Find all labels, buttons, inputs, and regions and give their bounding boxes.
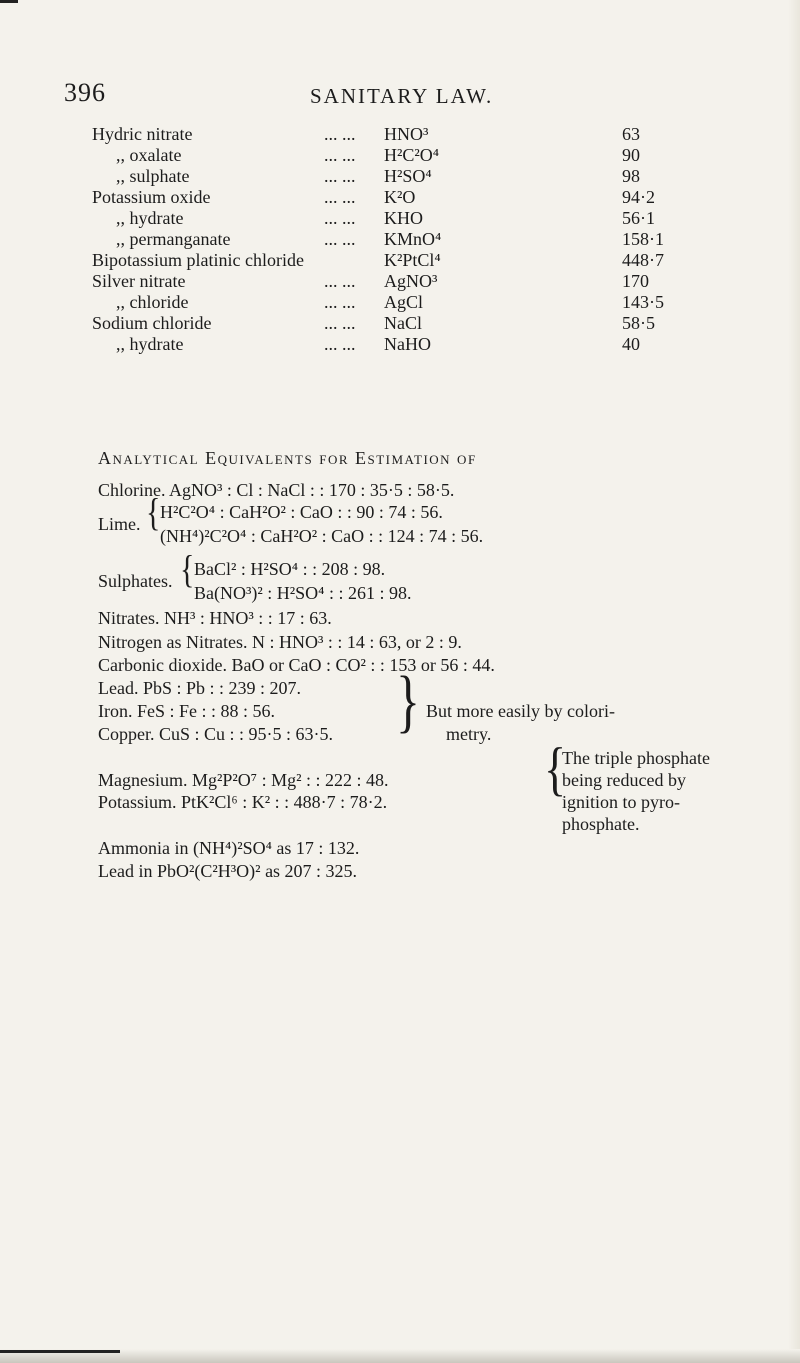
compound-name: Silver nitrate xyxy=(92,271,186,291)
page-header xyxy=(0,78,800,118)
molecular-weight: 56·1 xyxy=(622,208,655,228)
nitrates-line: Nitrates. NH³ : HNO³ : : 17 : 63. xyxy=(98,608,332,628)
leader-dots: ... ... xyxy=(324,271,356,291)
compound-formula: K²O xyxy=(384,187,416,207)
molecular-weight: 40 xyxy=(622,334,640,354)
table-row xyxy=(92,292,692,313)
lime-line-1: H²C²O⁴ : CaH²O² : CaO : : 90 : 74 : 56. xyxy=(160,502,443,522)
phosphate-note-1: The triple phosphate xyxy=(562,748,710,768)
compound-formula: HNO³ xyxy=(384,124,429,144)
table-row xyxy=(92,271,692,292)
table-row xyxy=(92,124,692,145)
compound-formula: H²C²O⁴ xyxy=(384,145,440,165)
carbonic-line: Carbonic dioxide. BaO or CaO : CO² : : 153 or 56 : 44. xyxy=(98,655,495,675)
phosphate-note-2: being reduced by xyxy=(562,770,686,790)
molecular-weight: 63 xyxy=(622,124,640,144)
lime-brace: { xyxy=(146,491,161,535)
weights-table xyxy=(92,124,692,355)
leader-dots: ... ... xyxy=(324,334,356,354)
molecular-weight: 90 xyxy=(622,145,640,165)
leader-dots: ... ... xyxy=(324,187,356,207)
compound-name: ,, chloride xyxy=(116,292,189,312)
molecular-weight: 170 xyxy=(622,271,649,291)
scan-edge-mark xyxy=(0,0,18,3)
page-bottom-edge xyxy=(0,1349,800,1363)
phosphate-note-3: ignition to pyro- xyxy=(562,792,680,812)
running-head: SANITARY LAW. xyxy=(310,84,494,108)
compound-name: ,, hydrate xyxy=(116,334,184,354)
table-row xyxy=(92,313,692,334)
compound-formula: KMnO⁴ xyxy=(384,229,442,249)
lead-acetate-line: Lead in PbO²(C²H³O)² as 207 : 325. xyxy=(98,861,358,881)
ammonia-line: Ammonia in (NH⁴)²SO⁴ as 17 : 132. xyxy=(98,838,360,858)
table-row xyxy=(92,229,692,250)
copper-line: Copper. CuS : Cu : : 95·5 : 63·5. xyxy=(98,724,334,744)
page-right-edge xyxy=(788,0,800,1363)
compound-name: Potassium oxide xyxy=(92,187,211,207)
compound-formula: NaCl xyxy=(384,313,422,333)
table-row xyxy=(92,145,692,166)
compound-formula: K²PtCl⁴ xyxy=(384,250,441,270)
molecular-weight: 58·5 xyxy=(622,313,655,333)
chlorine-line: Chlorine. AgNO³ : Cl : NaCl : : 170 : 35·5 : 58·5. xyxy=(98,480,455,500)
leader-dots: ... ... xyxy=(324,208,356,228)
leader-dots: ... ... xyxy=(324,313,356,333)
phosphate-brace: { xyxy=(544,735,567,802)
phosphate-note-4: phosphate. xyxy=(562,814,640,834)
molecular-weight: 143·5 xyxy=(622,292,664,312)
lime-label: Lime. xyxy=(98,514,141,534)
metals-note-1: But more easily by colori- xyxy=(426,701,615,721)
leader-dots: ... ... xyxy=(324,166,356,186)
table-row xyxy=(92,166,692,187)
lead-line: Lead. PbS : Pb : : 239 : 207. xyxy=(98,678,302,698)
leader-dots: ... ... xyxy=(324,145,356,165)
sulphates-line-1: BaCl² : H²SO⁴ : : 208 : 98. xyxy=(194,559,386,579)
table-row xyxy=(92,187,692,208)
molecular-weight: 94·2 xyxy=(622,187,655,207)
nitrogen-line: Nitrogen as Nitrates. N : HNO³ : : 14 : 63, or 2 : 9. xyxy=(98,632,462,652)
table-row xyxy=(92,208,692,229)
table-row xyxy=(92,250,692,271)
magnesium-line: Magnesium. Mg²P²O⁷ : Mg² : : 222 : 48. xyxy=(98,770,389,790)
leader-dots: ... ... xyxy=(324,124,356,144)
lime-line-2: (NH⁴)²C²O⁴ : CaH²O² : CaO : : 124 : 74 : 56. xyxy=(160,526,484,546)
iron-line: Iron. FeS : Fe : : 88 : 56. xyxy=(98,701,276,721)
leader-dots: ... ... xyxy=(324,292,356,312)
section-title: Analytical Equivalents for Estimation of xyxy=(98,448,477,468)
molecular-weight: 448·7 xyxy=(622,250,664,270)
compound-formula: AgCl xyxy=(384,292,424,312)
leader-dots: ... ... xyxy=(324,229,356,249)
molecular-weight: 98 xyxy=(622,166,640,186)
potassium-line: Potassium. PtK²Cl⁶ : K² : : 488·7 : 78·2. xyxy=(98,792,388,812)
table-row xyxy=(92,334,692,355)
compound-name: Sodium chloride xyxy=(92,313,212,333)
sulphates-label: Sulphates. xyxy=(98,571,173,591)
compound-name: Hydric nitrate xyxy=(92,124,193,144)
metals-note-2: metry. xyxy=(446,724,492,744)
compound-name: ,, oxalate xyxy=(116,145,182,165)
compound-formula: NaHO xyxy=(384,334,431,354)
metals-brace: } xyxy=(396,660,420,740)
compound-name: ,, sulphate xyxy=(116,166,190,186)
sulphates-line-2: Ba(NO³)² : H²SO⁴ : : 261 : 98. xyxy=(194,583,412,603)
compound-formula: AgNO³ xyxy=(384,271,438,291)
molecular-weight: 158·1 xyxy=(622,229,664,249)
compound-name: ,, permanganate xyxy=(116,229,231,249)
page-number: 396 xyxy=(64,78,106,107)
sulphates-brace: { xyxy=(180,548,195,592)
compound-formula: KHO xyxy=(384,208,423,228)
compound-name: Bipotassium platinic chloride xyxy=(92,250,304,270)
compound-formula: H²SO⁴ xyxy=(384,166,432,186)
compound-name: ,, hydrate xyxy=(116,208,184,228)
